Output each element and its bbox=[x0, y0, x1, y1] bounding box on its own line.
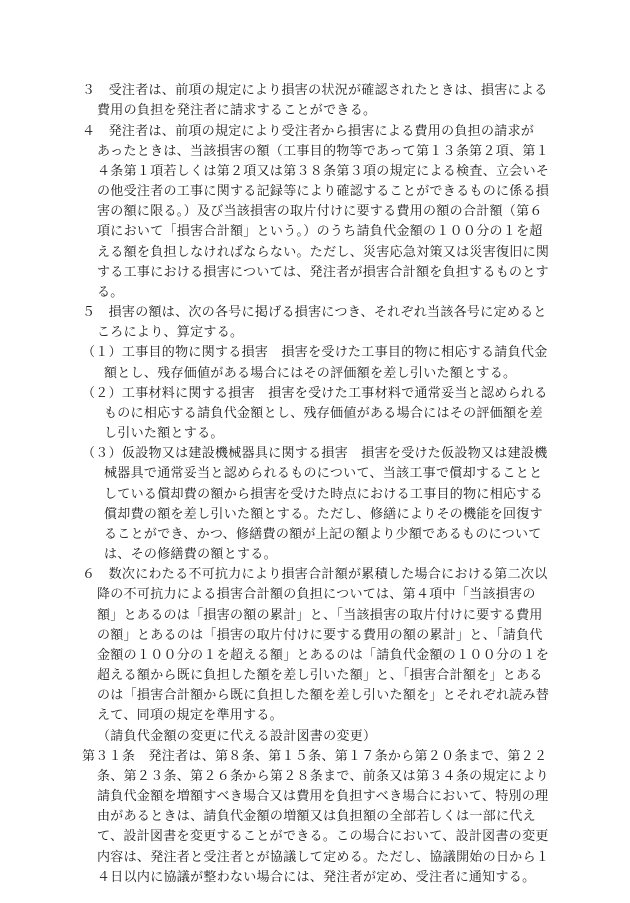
text-line: し引いた額とする。 bbox=[104, 426, 224, 441]
text-line: ４ 発注者は、前項の規定により受注者から損害による費用の負担の請求が bbox=[82, 124, 535, 139]
text-line: 費用の負担を発注者に請求することができる。 bbox=[97, 103, 377, 118]
text-line: 条、第２３条、第２６条から第２８条まで、前条又は第３４条の規定により bbox=[97, 769, 549, 784]
text-line: ころにより、算定する。 bbox=[97, 325, 244, 340]
text-line: る。 bbox=[97, 285, 124, 300]
text-line: 額とし、残存価値がある場合にはその評価額を差し引いた額とする。 bbox=[104, 366, 517, 381]
text-line: ５ 損害の額は、次の各号に掲げる損害につき、それぞれ当該各号に定めると bbox=[82, 305, 547, 320]
text-line: ３ 受注者は、前項の規定により損害の状況が確認されたときは、損害による bbox=[82, 83, 548, 98]
text-line: ４条第１項若しくは第２項又は第３８条第３項の規定による検査、立会いそ bbox=[97, 164, 550, 179]
text-line: （２）工事材料に関する損害 損害を受けた工事材料で通常妥当と認められる bbox=[82, 386, 548, 401]
text-line: ４日以内に協議が整わない場合には、発注者が定め、受注者に通知する。 bbox=[97, 870, 536, 885]
text-line: て、設計図書を変更することができる。この場合において、設計図書の変更 bbox=[97, 829, 549, 844]
text-line: のは「損害合計額から既に負担した額を差し引いた額を」とそれぞれ読み替 bbox=[97, 688, 550, 703]
text-line: ６ 数次にわたる不可抗力により損害合計額が累積した場合における第二次以 bbox=[82, 567, 548, 582]
text-line: 内容は、発注者と受注者とが協議して定める。ただし、協議開始の日から１ bbox=[97, 850, 550, 865]
text-line: （３）仮設物又は建設機械器具に関する損害 損害を受けた仮設物又は建設機 bbox=[82, 446, 548, 461]
text-line: ることができ、かつ、修繕費の額が上記の額より少額であるものについて bbox=[104, 527, 542, 542]
text-line: 械器具で通常妥当と認められるものについて、当該工事で償却することと bbox=[104, 466, 543, 481]
text-line: している償却費の額から損害を受けた時点における工事目的物に相応する bbox=[104, 487, 543, 502]
text-line: ものに相応する請負代金額とし、残存価値がある場合にはその評価額を差 bbox=[104, 406, 543, 421]
text-line: 項において「損害合計額」という。）のうち請負代金額の１００分の１を超 bbox=[97, 224, 543, 239]
text-line: は、その修繕費の額とする。 bbox=[104, 547, 277, 562]
text-line: の額」とあるのは「損害の取片付けに要する費用の額の累計」と、「請負代 bbox=[97, 628, 543, 643]
text-line: 金額の１００分の１を超える額」とあるのは「請負代金額の１００分の１を bbox=[97, 648, 550, 663]
text-line: 請負代金額を増額すべき場合又は費用を負担すべき場合において、特別の理 bbox=[97, 789, 549, 804]
text-line: えて、同項の規定を準用する。 bbox=[97, 708, 283, 723]
text-line: 償却費の額を差し引いた額とする。ただし、修繕によりその機能を回復す bbox=[104, 507, 543, 522]
text-line: の他受注者の工事に関する記録等により確認することができるものに係る損 bbox=[97, 184, 550, 199]
text-line: える額を負担しなければならない。ただし、災害応急対策又は災害復旧に関 bbox=[97, 245, 550, 260]
text-line: （１）工事目的物に関する損害 損害を受けた工事目的物に相応する請負代金 bbox=[82, 345, 548, 360]
text-line: （請負代金額の変更に代える設計図書の変更） bbox=[97, 729, 377, 744]
text-line: する工事における損害については、発注者が損害合計額を負担するものとす bbox=[97, 265, 549, 280]
text-line: あったときは、当該損害の額（工事目的物等であって第１３条第２項、第１ bbox=[97, 144, 549, 159]
text-line: 第３１条 発注者は、第８条、第１５条、第１７条から第２０条まで、第２２ bbox=[82, 749, 548, 764]
text-line: 害の額に限る。）及び当該損害の取片付けに要する費用の額の合計額（第６ bbox=[97, 204, 543, 219]
text-line: 由があるときは、請負代金額の増額又は負担額の全部若しくは一部に代え bbox=[97, 809, 536, 824]
text-line: 額」とあるのは「損害の額の累計」と、「当該損害の取片付けに要する費用 bbox=[97, 608, 543, 623]
text-line: 超える額から既に負担した額を差し引いた額」と、「損害合計額を」とある bbox=[97, 668, 543, 683]
text-line: 降の不可抗力による損害合計額の負担については、第４項中「当該損害の bbox=[97, 587, 536, 602]
